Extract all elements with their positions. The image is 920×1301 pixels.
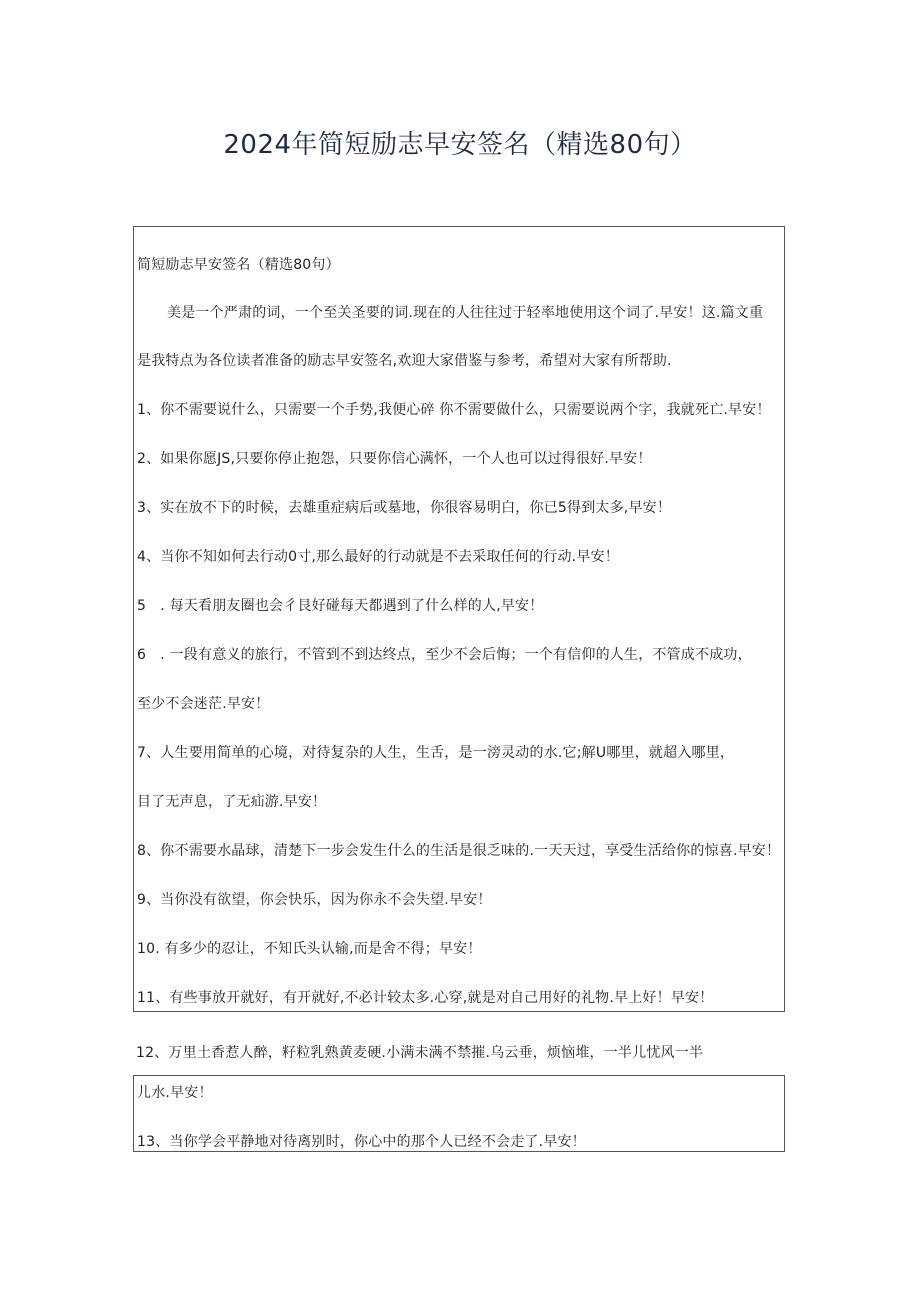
text-line: 是我特点为各位读者准备的励志早安签名,欢迎大家借鉴与参考，希望对大家有所帮助. — [137, 353, 672, 369]
text-line: 2、如果你愿JS,只要你停止抱怨，只要你信心满怀，一个人也可以过得很好.早安！ — [137, 451, 652, 467]
text-line: 9、当你没有欲望，你会快乐，因为你永不会失望.早安！ — [137, 892, 492, 908]
text-line: 美是一个严肃的词，一个至关圣要的词.现在的人往往过于轻率地使用这个词了.早安！这.篇文重 — [167, 305, 764, 321]
text-line: 10. 有多少的忍让，不知氏头认输,而是舍不得；早安！ — [137, 941, 482, 957]
text-line: 5 . 每天看朋友圈也会彳艮好碰每天都遇到了什么样的人,早安！ — [137, 598, 544, 614]
text-line: 3、实在放不下的时候，去雄重症病后或墓地，你很容易明白，你已5得到太多,早安！ — [137, 500, 672, 516]
text-line: 7、人生要用简单的心境，对待复杂的人生，生舌，是一滂灵动的水.它;解U哪里，就超入哪里， — [137, 745, 735, 761]
content-box-1 — [133, 226, 785, 1012]
text-line: 1、你不需要说什么，只需要一个手势,我便心碎 你不需要做什么，只需要说两个字，我就死亡.早安！ — [137, 402, 771, 418]
text-line: 13、当你学会平静地对待离别时，你心中的那个人已经不会走了.早安！ — [137, 1134, 586, 1150]
text-line: 12、万里土香惹人醉，籽粒乳熟黄麦硬.小满未满不禁摧.乌云垂，烦恼堆，一半儿忧风一半 — [136, 1045, 704, 1061]
document-title: 2024年简短励志早安签名（精选80句） — [223, 130, 697, 160]
text-line: 简短励志早安签名（精选80句） — [137, 257, 340, 273]
text-line: 目了无声息，了无疝游.早安！ — [137, 794, 327, 810]
text-line: 6 . 一段有意义的旅行，不管到不到达终点，至少不会后悔；一个有信仰的人生，不管成不成功， — [137, 647, 752, 663]
text-line: 4、当你不知如何去行动0寸,那么最好的行动就是不去采取任何的行动.早安！ — [137, 549, 619, 565]
text-line: 至少不会迷茫.早安！ — [137, 696, 270, 712]
text-line: 8、你不需要水晶球，清楚下一步会发生什么的生活是很乏味的.一天天过，享受生活给你的惊喜.早安！ — [137, 843, 781, 859]
text-line: 11、有些事放开就好，有开就好,不必计较太多.心穿,就是对自己用好的礼物.早上好！早安！ — [137, 990, 714, 1006]
content-box-2 — [133, 1075, 785, 1152]
text-line: 儿水.早安！ — [137, 1085, 213, 1101]
